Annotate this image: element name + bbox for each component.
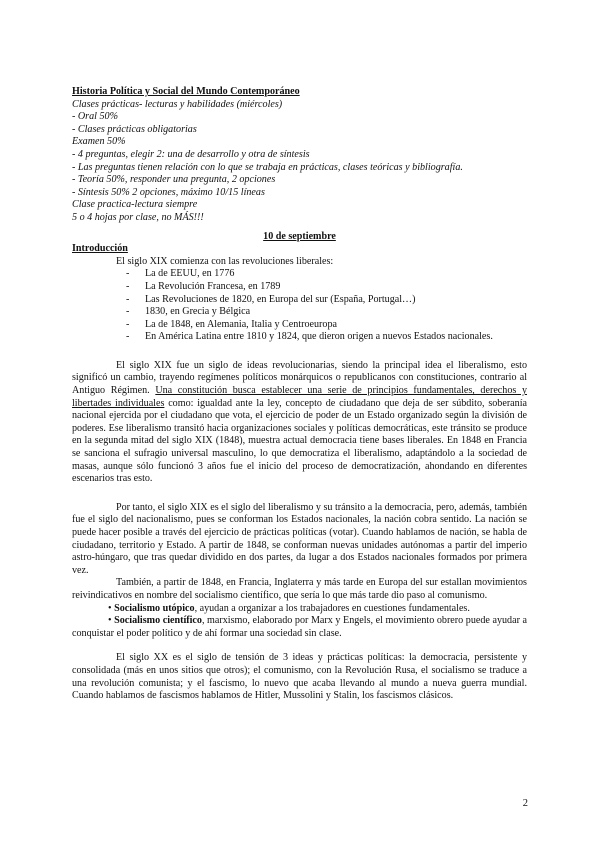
- list-item: - La de 1848, en Alemania, Italia y Centroeuropa: [126, 319, 527, 332]
- bullet-mark: •: [108, 615, 112, 627]
- bullet-utopian-socialism: [72, 603, 527, 616]
- course-info-line: Clases prácticas- lecturas y habilidades (miércoles): [72, 98, 283, 110]
- course-title: Historia Política y Social del Mundo Contemporáneo: [72, 86, 300, 97]
- intro-line: El siglo XIX comienza con las revoluciones liberales:: [116, 255, 334, 267]
- course-info-line: Examen 50%: [72, 136, 126, 148]
- list-item: - La Revolución Francesa, en 1789: [126, 281, 527, 294]
- course-info-line: - Teoría 50%, responder una pregunta, 2 opciones: [72, 174, 276, 186]
- list-item: - 1830, en Grecia y Bélgica: [126, 306, 527, 319]
- bullet-text: , ayudan a organizar a los trabajadores en cuestiones fundamentales.: [194, 602, 470, 614]
- document-page: [72, 86, 527, 703]
- bullet-term: Socialismo científico: [114, 615, 202, 627]
- course-info-line: 5 o 4 hojas por clase, no MÁS!!!: [72, 211, 204, 223]
- bullet-term: Socialismo utópico: [114, 602, 195, 614]
- course-info-line: - 4 preguntas, elegir 2: una de desarrollo y otra de síntesis: [72, 148, 310, 160]
- bullet-scientific-socialism: [72, 615, 527, 640]
- paragraph-text: como: igualdad ante la ley, concepto de ciudadano que deja de ser súbdito, soberanía nacional ejercida por el ciudadano que vota, el ejercicio de poder de un Estado organizado según la división de poderes. Ese liberalismo transitó hacia organizaciones sociales y políticas democráticas, este tránsito se produce en la segunda mitad del siglo XIX (1848), muestra actual democracia tiene bases liberales. En 1848 en Francia se sanciona el sufragio universal masculino, lo que democratiza el liberalismo, adaptándolo a la sociedad de masas, aunque sólo funcionó 3 años fue el inicio del proceso de democratización, ahondando en diferentes escenarios tras esto.: [72, 397, 527, 485]
- course-info-line: - Síntesis 50% 2 opciones, máximo 10/15 líneas: [72, 186, 265, 198]
- paragraph-twentieth-century: El siglo XX es el siglo de tensión de 3 ideas y prácticas políticas: la democracia, persistente y consolidada (más en unos sitios que otros); el comunismo, con la Revolución Rusa, el socialismo se traduce a una revolución comunista; y el fascismo, lo nuevo que acaba llevando al mundo a nueva guerra mundial. Cuando hablamos de fascismos hablamos de Hitler, Mussolini y Stalin, los fascismos clásicos.: [72, 652, 527, 702]
- session-date: 10 de septiembre: [263, 230, 336, 242]
- revolutions-list: [72, 268, 527, 344]
- course-info-line: - Clases prácticas obligatorias: [72, 123, 197, 135]
- course-info-line: - Oral 50%: [72, 111, 118, 123]
- list-item: - Las Revoluciones de 1820, en Europa del sur (España, Portugal…): [126, 294, 527, 307]
- bullet-text: , marxismo, elaborado por Marx y Engels, el movimiento obrero puede ayudar a conquistar el poder político y de ahí formar una sociedad sin clase.: [72, 615, 527, 639]
- course-info-line: - Las preguntas tienen relación con lo que se trabaja en prácticas, clases teóricas y bibliografía.: [72, 161, 463, 173]
- course-info: [72, 99, 527, 225]
- paragraph-liberalism: [72, 360, 527, 486]
- course-info-line: Clase practica-lectura siempre: [72, 199, 198, 211]
- paragraph-text: El siglo XIX fue un siglo de ideas revolucionarias, siendo la principal idea el liberalismo, esto significó un cambio, trayendo regímenes políticos monárquicos o republicanos con constituciones, contrario al Antiguo Régimen.: [72, 359, 527, 397]
- paragraph-socialism: También, a partir de 1848, en Francia, Inglaterra y más tarde en Europa del sur estallan movimientos reivindicativos en nombre del socialismo científico, que sería lo que más tarde dio paso al comunismo.: [72, 577, 527, 601]
- page-number: 2: [522, 798, 528, 809]
- underlined-text: Una constitución busca establecer una serie de principios fundamentales, derechos y libertades individuales: [72, 385, 527, 409]
- paragraph-nationalism: Por tanto, el siglo XIX es el siglo del liberalismo y su tránsito a la democracia, pero, además, también fue el siglo del nacionalismo, pues se conforman los Estados nacionales, la nación cobra sentido. La nación se puede hacer posible a través del ejercicio de prácticas políticas (votar). Cuando hablamos de nación, se habla de ciudadano, territorio y Estado. A partir de 1848, se conforman nuevas unidades autónomas a partir del imperio astro-húngaro, que tras quedar dividido en dos partes, da lugar a dos Estados nacionales formados por primera vez.: [72, 501, 527, 576]
- section-heading: Introducción: [72, 243, 128, 255]
- list-item: - En América Latina entre 1810 y 1824, que dieron origen a nuevos Estados nacionales.: [126, 331, 527, 344]
- bullet-mark: •: [108, 602, 112, 614]
- list-item: - La de EEUU, en 1776: [126, 268, 527, 281]
